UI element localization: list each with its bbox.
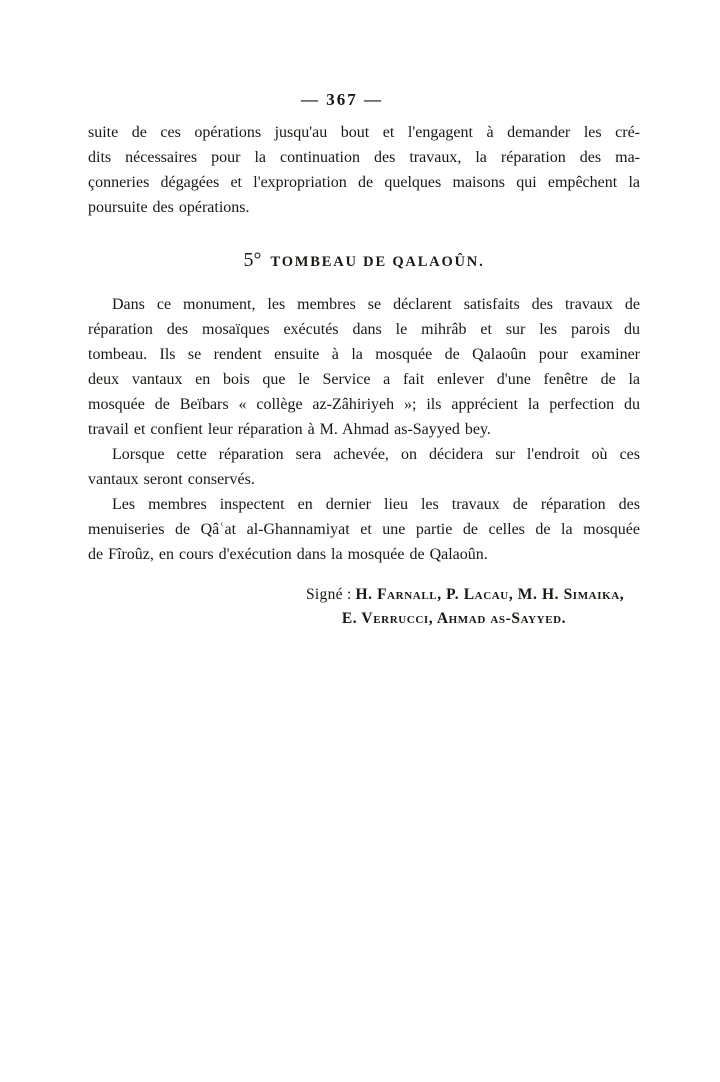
signature-line — [306, 607, 602, 631]
text-line: çonneries dégagées et l'expropriation de quelques maisons qui empêchent la — [88, 174, 640, 191]
text-line: Lorsque cette réparation sera achevée, on décidera sur l'endroit où ces — [112, 446, 640, 463]
text-line: dits nécessaires pour la continuation des travaux, la réparation des ma- — [88, 149, 640, 166]
paragraph-menuiseries — [88, 492, 640, 567]
text-line: Dans ce monument, les membres se déclarent satisfaits des travaux de — [112, 296, 640, 313]
text-line: poursuite des opérations. — [88, 199, 250, 216]
section-heading-title: TOMBEAU DE QALAOÛN. — [270, 254, 485, 270]
section-heading — [88, 246, 640, 276]
text-line: menuiseries de Qâʿat al-Ghannamiyat et une partie de celles de la mosquée — [88, 521, 640, 538]
page-number: — 367 — — [301, 90, 383, 109]
text-line: suite de ces opérations jusqu'au bout et l'engagent à demander les cré- — [88, 124, 640, 141]
signature-names: H. Farnall, P. Lacau, M. H. Simaika, — [355, 586, 625, 603]
text-line: travail et confient leur réparation à M. Ahmad as-Sayyed bey. — [88, 421, 491, 438]
text-line: Les membres inspectent en dernier lieu les travaux de réparation des — [112, 496, 640, 513]
signature-line — [306, 583, 625, 607]
signature-names: E. Verrucci, Ahmad as-Sayyed. — [341, 610, 567, 627]
text-line: vantaux seront conservés. — [88, 471, 255, 488]
text-line: deux vantaux en bois que le Service a fait enlever d'une fenêtre de la — [88, 371, 640, 388]
text-line: mosquée de Beïbars « collège az-Zâhiriyeh »; ils apprécient la perfection du — [88, 396, 640, 413]
text-line: de Fîroûz, en cours d'exécution dans la mosquée de Qalaoûn. — [88, 546, 488, 563]
paragraph-tombeau — [88, 292, 640, 442]
text-block — [88, 120, 640, 631]
signature-block — [306, 583, 625, 631]
paragraph-reparation — [88, 442, 640, 492]
signature-label: Signé : — [306, 586, 352, 603]
paragraph-continuation — [88, 120, 640, 220]
text-line: réparation des mosaïques exécutés dans le mihrâb et sur les parois du — [88, 321, 640, 338]
section-heading-numeral: 5° — [243, 249, 262, 271]
text-line: tombeau. Ils se rendent ensuite à la mosquée de Qalaoûn pour examiner — [88, 346, 640, 363]
